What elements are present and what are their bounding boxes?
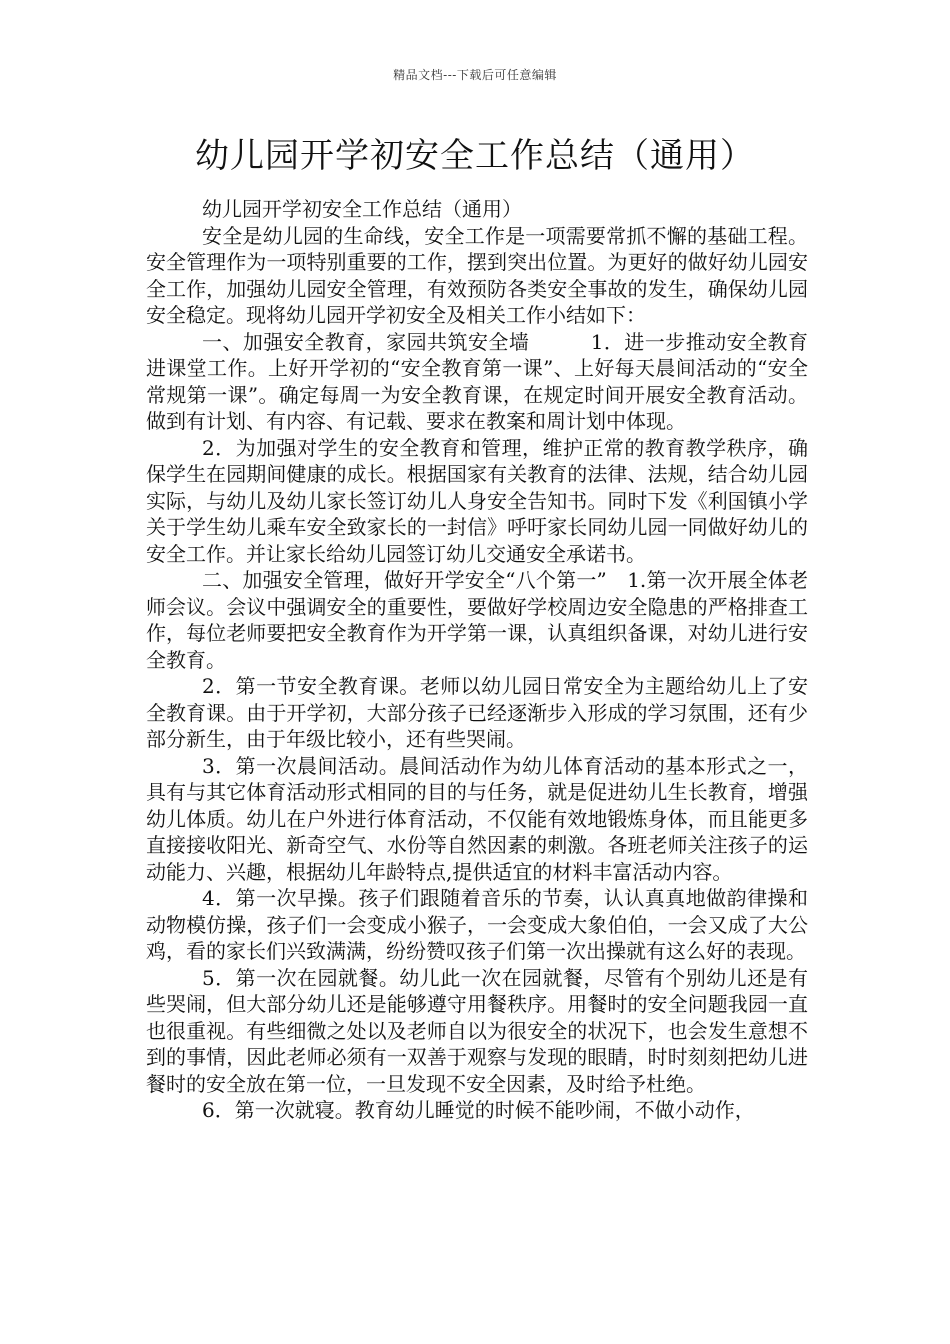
body-paragraph: 5．第一次在园就餐。幼儿此一次在园就餐，尽管有个别幼儿还是有些哭闹，但大部分幼儿还是能够遵守用餐秩序。用餐时的安全问题我园一直也很重视。有些细微之处以及老师自以为很安全的状况下，也会发生意想不到的事情，因此老师必须有一双善于观察与发现的眼睛，时时刻刻把幼儿进餐时的安全放在第一位，一旦发现不安全因素，及时给予杜绝。	[146, 965, 808, 1096]
body-paragraph: 幼儿园开学初安全工作总结（通用）	[202, 197, 522, 221]
document-body	[146, 196, 808, 1124]
body-paragraph: 一、加强安全教育，家园共筑安全墙 1．进一步推动安全教育进课堂工作。上好开学初的“安全教育第一课”、上好每天晨间活动的“安全常规第一课”。确定每周一为安全教育课，在规定时间开展安全教育活动。做到有计划、有内容、有记载、要求在教案和周计划中体现。	[146, 329, 808, 433]
body-paragraph: 安全是幼儿园的生命线，安全工作是一项需要常抓不懈的基础工程。安全管理作为一项特别重要的工作，摆到突出位置。为更好的做好幼儿园安全工作，加强幼儿园安全管理，有效预防各类安全事故的发生，确保幼儿园安全稳定。现将幼儿园开学初安全及相关工作小结如下：	[146, 223, 808, 327]
body-paragraph: 2．为加强对学生的安全教育和管理，维护正常的教育教学秩序，确保学生在园期间健康的成长。根据国家有关教育的法律、法规，结合幼儿园实际，与幼儿及幼儿家长签订幼儿人身安全告知书。同时下发《利国镇小学关于学生幼儿乘车安全致家长的一封信》呼吁家长同幼儿园一同做好幼儿的安全工作。并让家长给幼儿园签订幼儿交通安全承诺书。	[146, 435, 808, 566]
body-paragraph: 4．第一次早操。孩子们跟随着音乐的节奏，认认真真地做韵律操和动物模仿操，孩子们一会变成小猴子，一会变成大象伯伯，一会又成了大公鸡，看的家长们兴致满满，纷纷赞叹孩子们第一次出操就有这么好的表现。	[146, 886, 808, 963]
body-paragraph: 3．第一次晨间活动。晨间活动作为幼儿体育活动的基本形式之一，具有与其它体育活动形式相同的目的与任务，就是促进幼儿生长教育，增强幼儿体质。幼儿在户外进行体育活动，不仅能有效地锻炼身体，而且能更多直接接收阳光、新奇空气、水份等自然因素的刺激。各班老师关注孩子的运动能力、兴趣，根据幼儿年龄特点,提供适宜的材料丰富活动内容。	[146, 753, 808, 884]
body-paragraph: 6．第一次就寝。教育幼儿睡觉的时候不能吵闹，不做小动作，	[202, 1098, 755, 1122]
document-title: 幼儿园开学初安全工作总结（通用）	[195, 136, 755, 176]
body-paragraph: 2．第一节安全教育课。老师以幼儿园日常安全为主题给幼儿上了安全教育课。由于开学初，大部分孩子已经逐渐步入形成的学习氛围，还有少部分新生，由于年级比较小，还有些哭闹。	[146, 674, 808, 751]
body-paragraph: 二、加强安全管理，做好开学安全“八个第一” 1.第一次开展全体老师会议。会议中强调安全的重要性，要做好学校周边安全隐患的严格排查工作，每位老师要把安全教育作为开学第一课，认真组织备课，对幼儿进行安全教育。	[146, 568, 808, 672]
header-note: 精品文档---下载后可任意编辑	[393, 68, 557, 82]
